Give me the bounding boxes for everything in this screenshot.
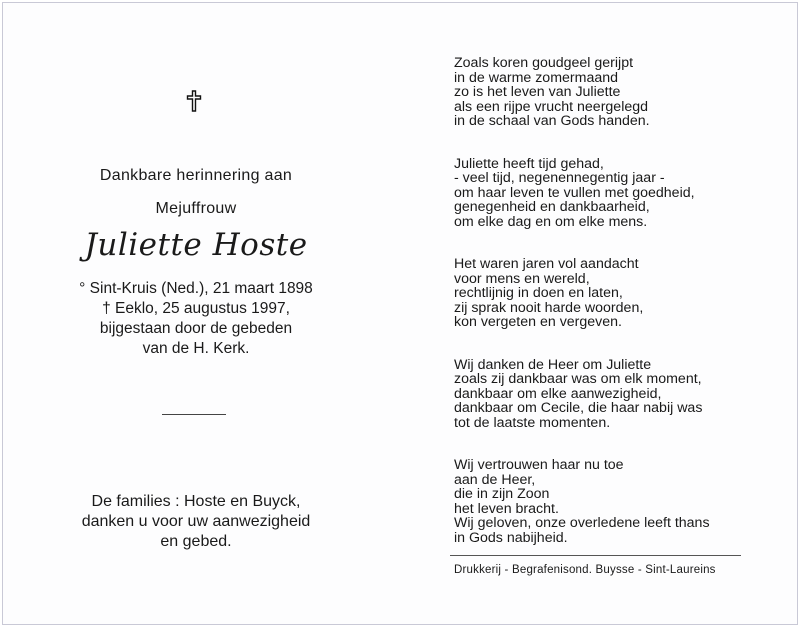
poem	[454, 56, 784, 573]
poem-line: genegenheid en dankbaarheid,	[454, 199, 650, 215]
poem-line: Zoals koren goudgeel gerijpt	[454, 55, 634, 71]
cross-icon	[186, 90, 202, 112]
church-line: van de H. Kerk.	[142, 340, 250, 357]
poem-line: zo is het leven van Juliette	[454, 84, 621, 100]
poem-line: voor mens en wereld,	[454, 270, 590, 287]
birth-line: ° Sint-Kruis (Ned.), 21 maart 1898	[79, 280, 313, 297]
poem-line: Wij danken de Heer om Juliette	[454, 356, 652, 373]
poem-line: in Gods nabijheid.	[454, 529, 568, 546]
poem-line: zij sprak nooit harde woorden,	[454, 299, 644, 316]
poem-line: aan de Heer,	[454, 471, 536, 488]
poem-line: kon vergeten en vergeven.	[454, 314, 622, 330]
intro-text: Dankbare herinnering aan	[99, 167, 293, 184]
deceased-name: Juliette Hoste	[84, 227, 308, 263]
poem-line: Het waren jaren vol aandacht	[454, 256, 639, 272]
families-line: danken u voor uw aanwezigheid	[81, 513, 311, 530]
printer-credit: Drukkerij - Begrafenisond. Buysse - Sint-Laureins	[454, 564, 716, 576]
printer-rule	[450, 555, 741, 556]
poem-stanza	[454, 358, 784, 431]
poem-line: dankbaar om elke aanwezigheid,	[454, 385, 662, 402]
poem-stanza	[454, 257, 784, 330]
poem-line: als een rijpe vrucht neergelegd	[454, 98, 649, 115]
poem-line: tot de laatste momenten.	[454, 414, 611, 431]
poem-line: die in zijn Zoon	[454, 486, 550, 502]
title-text: Mejuffrouw	[155, 200, 237, 217]
poem-line: Wij geloven, onze overledene leeft thans	[454, 515, 710, 531]
poem-stanza	[454, 56, 784, 129]
poem-line: Wij vertrouwen haar nu toe	[454, 457, 624, 473]
families-line: De families : Hoste en Buyck,	[91, 493, 301, 510]
poem-stanza	[454, 458, 784, 545]
poem-line: om elke dag en om elke mens.	[454, 213, 648, 230]
poem-line: dankbaar om Cecile, die haar nabij was	[454, 400, 703, 416]
poem-line: rechtlijnig in doen en laten,	[454, 285, 623, 301]
poem-line: in de schaal van Gods handen.	[454, 113, 650, 129]
poem-line: Juliette heeft tijd gehad,	[454, 155, 604, 172]
prayer-line: bijgestaan door de gebeden	[99, 320, 293, 337]
life-details	[0, 279, 392, 359]
families-line: en gebed.	[160, 533, 232, 550]
separator	[162, 414, 226, 415]
poem-line: om haar leven te vullen met goedheid,	[454, 184, 695, 201]
poem-line: - veel tijd, negenennegentig jaar -	[454, 170, 665, 186]
families-thanks	[0, 492, 392, 552]
poem-line: zoals zij dankbaar was om elk moment,	[454, 371, 702, 387]
poem-stanza	[454, 157, 784, 230]
poem-line: het leven bracht.	[454, 500, 559, 517]
death-line: † Eeklo, 25 augustus 1997,	[102, 300, 290, 317]
poem-line: in de warme zomermaand	[454, 69, 619, 86]
